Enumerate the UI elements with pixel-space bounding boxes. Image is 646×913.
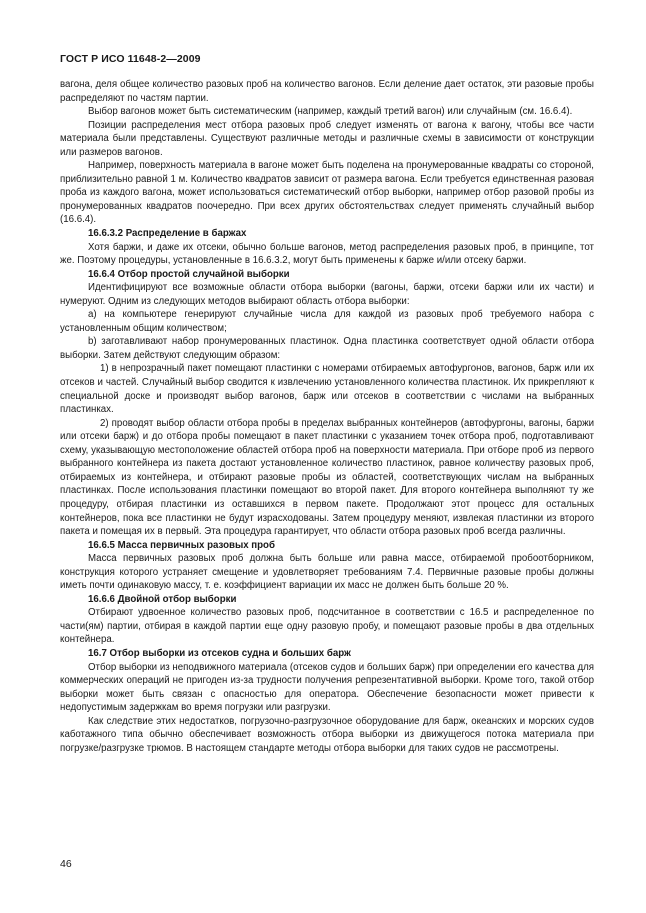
paragraph: Отбирают удвоенное количество разовых проб, подсчитанное в соответствии с 16.5 и распределенное по части(ям) партии, отбирая в каждой партии еще одну разовую пробу, и помещают разовые пробы в два отдельных контейнера. bbox=[60, 607, 594, 646]
paragraph: вагона, деля общее количество разовых проб на количество вагонов. Если деление дает остаток, эти разовые пробы распределяют по частям партии. bbox=[60, 79, 594, 104]
paragraph: Идентифицируют все возможные области отбора выборки (вагоны, баржи, отсеки баржи или их части) и нумеруют. Одним из следующих методов выбирают область отбора выборки: bbox=[60, 282, 594, 307]
section-heading: 16.6.3.2 Распределение в баржах bbox=[88, 228, 247, 240]
section-heading: 16.7 Отбор выборки из отсеков судна и больших барж bbox=[88, 647, 351, 659]
sub-list-item: 1) в непрозрачный пакет помещают пластинки с номерами отбираемых автофургонов, вагонов, барж или их отсеков и частей. Случайный выбор сводится к извлечению установленного количества пластинок. Их прикрепляют к специальной доске и производят выбор вагонов, барж или отсеков в соответствии с числами на выбранных пластинках. bbox=[60, 363, 594, 416]
paragraph: Например, поверхность материала в вагоне может быть поделена на пронумерованные квадраты со стороной, приблизительно равной 1 м. Количество квадратов зависит от размера вагона. Если требуется единственная разовая проба из каждого вагона, может использоваться систематический отбор выборки, например отбор разовой пробы из пронумерованных квадратов поочередно. При всех других обстоятельствах следует применять случайный выбор (16.6.4). bbox=[60, 160, 594, 226]
section-heading: 16.6.4 Отбор простой случайной выборки bbox=[88, 268, 290, 280]
list-item: b) заготавливают набор пронумерованных пластинок. Одна пластинка соответствует одной области отбора выборки. Затем действуют следующим образом: bbox=[60, 336, 594, 361]
paragraph: Выбор вагонов может быть систематическим (например, каждый третий вагон) или случайным (см. 16.6.4). bbox=[88, 106, 573, 118]
page-number: 46 bbox=[60, 858, 72, 870]
document-body bbox=[60, 78, 594, 755]
paragraph: Хотя баржи, и даже их отсеки, обычно больше вагонов, метод распределения разовых проб, в принципе, тот же. Поэтому процедуры, установленные в 16.6.3.2, могут быть применены к барже и/или отсеку баржи. bbox=[60, 241, 594, 267]
paragraph: Как следствие этих недостатков, погрузочно-разгрузочное оборудование для барж, океанских и морских судов каботажного типа обычно обеспечивает возможность отбора выборки из движущегося потока материала при погрузке/разгрузке трюмов. В настоящем стандарте методы отбора выборки для таких судов не рассмотрены. bbox=[60, 715, 594, 754]
paragraph: Позиции распределения мест отбора разовых проб следует изменять от вагона к вагону, чтобы все части материала были представлены. Существуют различные методы и различные схемы в зависимости от конструкции или размеров вагонов. bbox=[60, 119, 594, 158]
section-heading: 16.6.5 Масса первичных разовых проб bbox=[88, 539, 275, 551]
paragraph: Отбор выборки из неподвижного материала (отсеков судов и больших барж) при определении его качества для коммерческих операций не пригоден из-за трудности получения репрезентативной выборки. Кроме того, такой отбор выборки может быть связан с опасностью для оператора. Обеспечение безопасности может привести к недопустимым задержкам во время погрузки или разгрузки. bbox=[60, 661, 594, 714]
document-header: ГОСТ Р ИСО 11648-2—2009 bbox=[60, 53, 201, 65]
paragraph: Масса первичных разовых проб должна быть больше или равна массе, отбираемой пробоотборником, конструкция которого устраняет смещение и удовлетворяет требованиям 7.4. Первичные разовые пробы должны иметь почти одинаковую массу, т. е. коэффициент вариации их масс не должен быть больше 20 %. bbox=[60, 553, 594, 592]
sub-list-item: 2) проводят выбор области отбора пробы в пределах выбранных контейнеров (автофургоны, вагоны, баржи или отсеки барж) и до отбора пробы помещают в пакет пластинки с указанием точек отбора проб, подготавливают схему, указывающую местоположение областей отбора проб на поверхности материала. При отборе проб из первого выбранного контейнера из пакета достают установленное количество пластинок, равное количеству разовых проб, отбираемых из контейнера, и отбирают разовые пробы из областей, соответствующих числам на выбранных пластинках. После использования пластинки помещают во второй пакет. Для второго контейнера выполняют ту же процедуру, отбирая пластинки из оставшихся в первом пакете. Продолжают этот процесс для остальных контейнеров, пока все пластинки не будут израсходованы. Затем процедуру меняют, извлекая пластинки из второго пакета и помещая их в первый. Эта процедура гарантирует, что области отбора разовых проб всегда различны. bbox=[60, 417, 594, 538]
list-item: а) на компьютере генерируют случайные числа для каждой из разовых проб требуемого набора с установленным общим количеством; bbox=[60, 309, 594, 334]
section-heading: 16.6.6 Двойной отбор выборки bbox=[88, 593, 237, 605]
